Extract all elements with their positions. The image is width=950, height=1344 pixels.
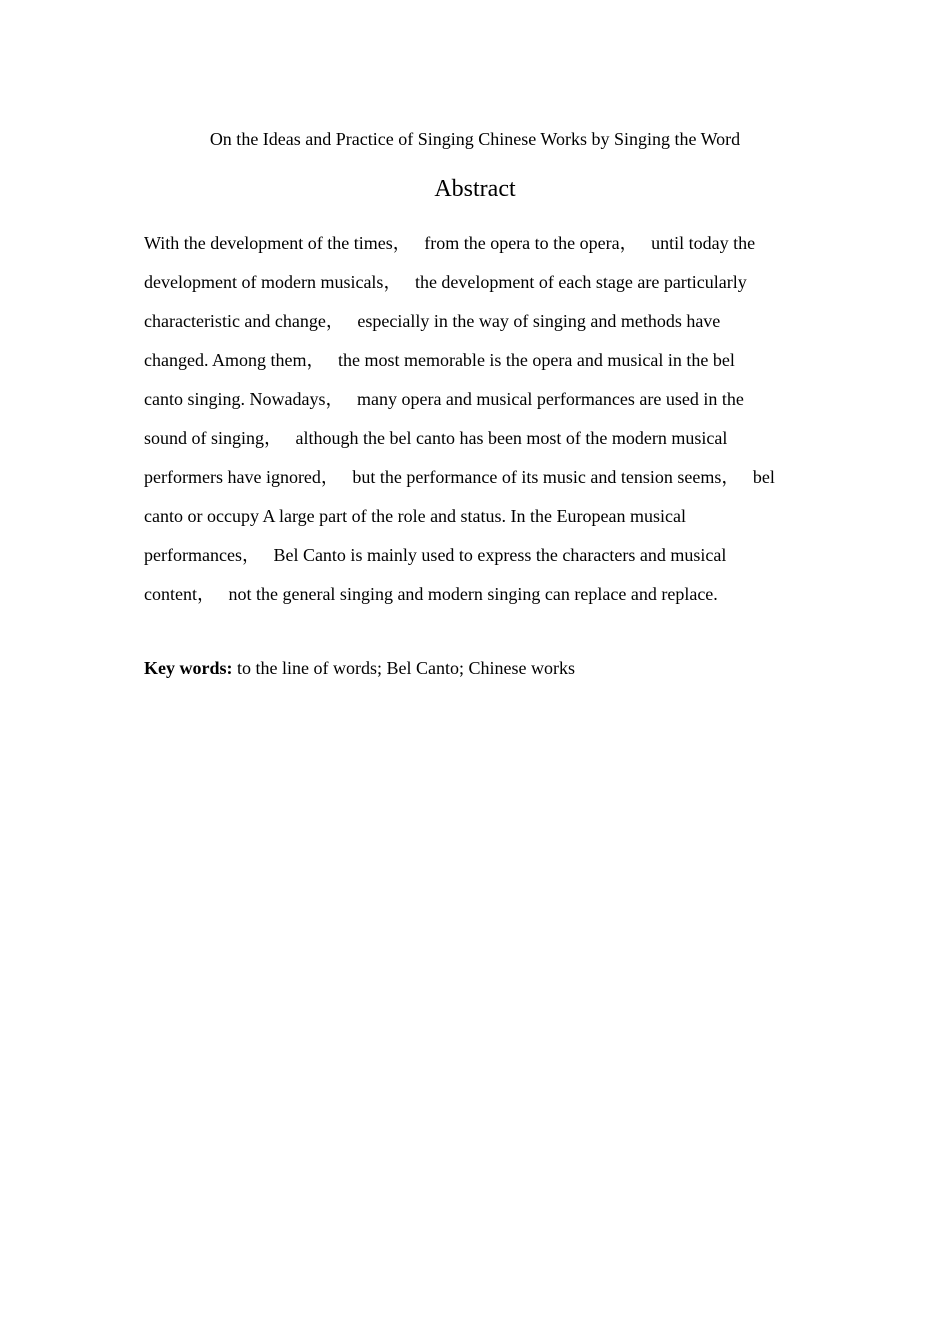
keywords bbox=[144, 653, 824, 683]
abstract-body bbox=[144, 224, 824, 614]
abstract-line: With the development of the times， from the opera to the opera， until today the bbox=[144, 233, 756, 253]
abstract-line: canto singing. Nowadays， many opera and musical performances are used in the bbox=[144, 389, 744, 409]
abstract-heading: Abstract bbox=[434, 176, 516, 202]
keywords-text: to the line of words; Bel Canto; Chinese works bbox=[232, 658, 575, 678]
abstract-line: canto or occupy A large part of the role and status. In the European musical bbox=[144, 506, 686, 526]
abstract-line: characteristic and change， especially in the way of singing and methods have bbox=[144, 311, 721, 331]
abstract-line: performers have ignored， but the performance of its music and tension seems， bel bbox=[144, 467, 775, 487]
abstract-line: content， not the general singing and modern singing can replace and replace. bbox=[144, 584, 718, 604]
abstract-line: performances， Bel Canto is mainly used to express the characters and musical bbox=[144, 545, 727, 565]
abstract-line: development of modern musicals， the development of each stage are particularly bbox=[144, 272, 747, 292]
keywords-label: Key words: bbox=[144, 658, 233, 678]
abstract-line: sound of singing， although the bel canto has been most of the modern musical bbox=[144, 428, 728, 448]
document-title: On the Ideas and Practice of Singing Chinese Works by Singing the Word bbox=[209, 129, 741, 149]
abstract-line: changed. Among them， the most memorable is the opera and musical in the bel bbox=[144, 350, 735, 370]
